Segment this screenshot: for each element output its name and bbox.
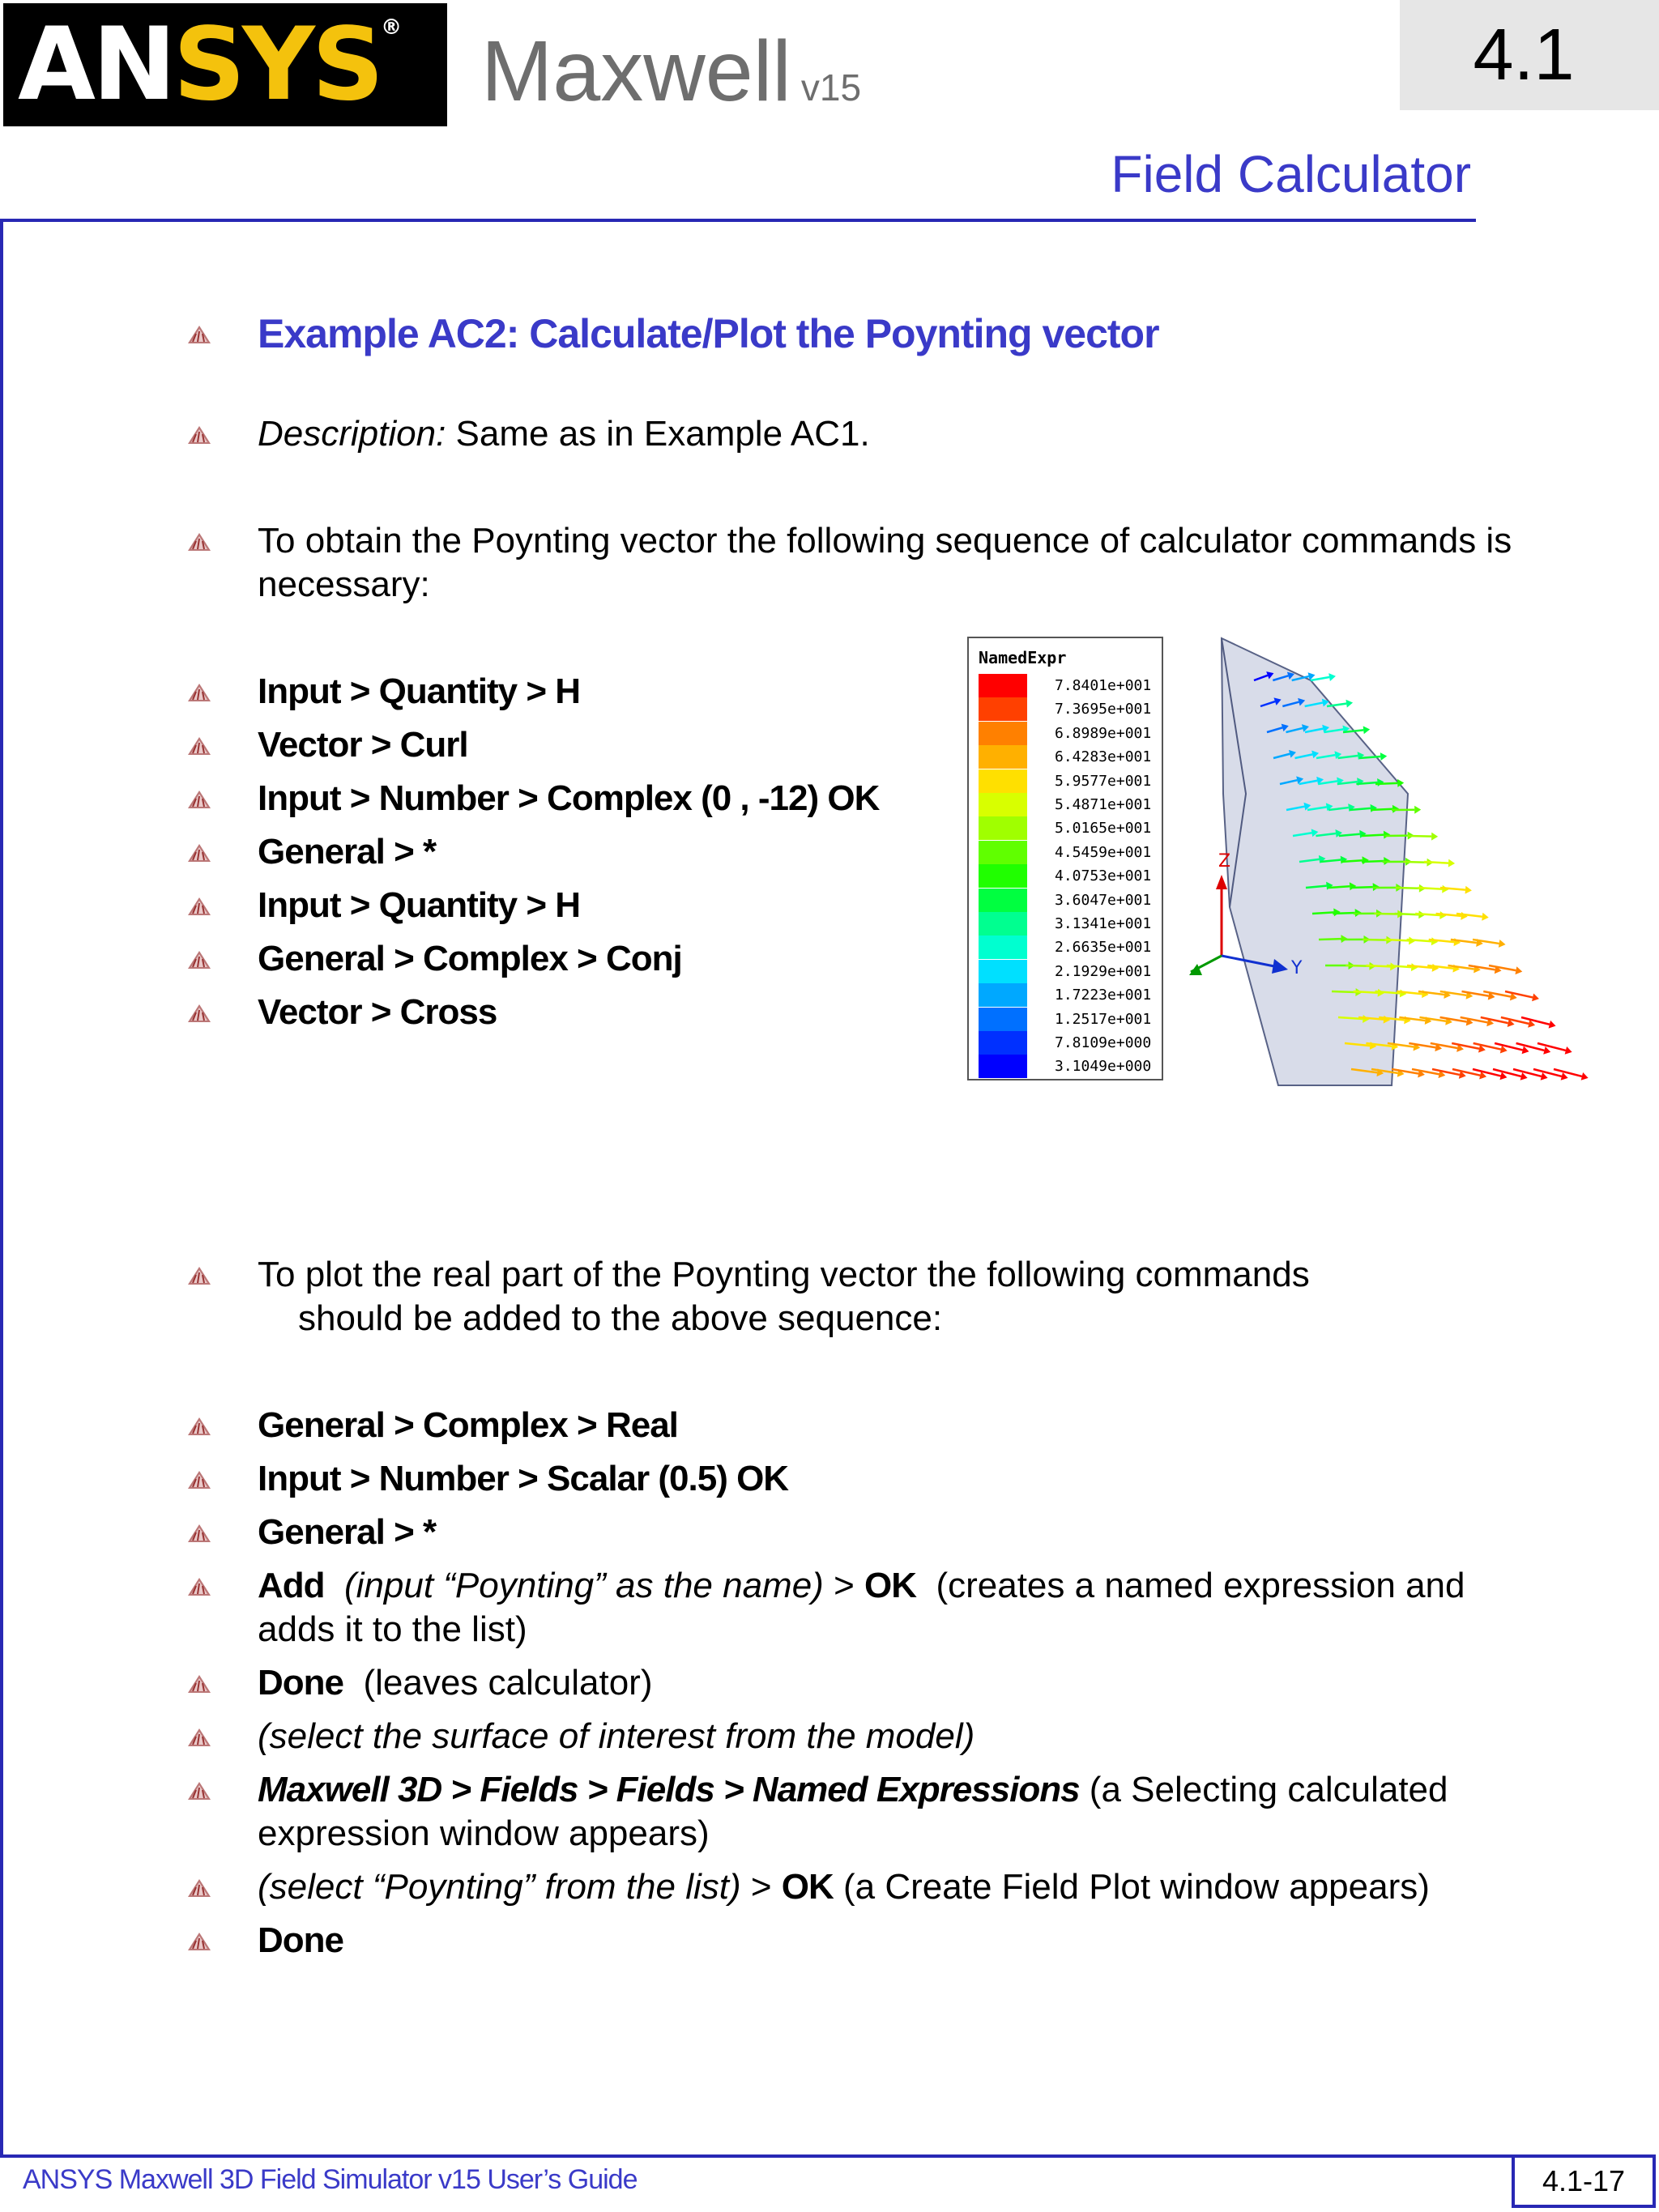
legend-row [979, 983, 1158, 1007]
legend-value: 5.0165e+001 [1055, 820, 1152, 837]
legend-row [979, 960, 1158, 983]
vector-arrow [1354, 991, 1378, 993]
vector-arrow [1312, 912, 1334, 914]
page-number: 4.1-17 [1512, 2154, 1656, 2208]
legend-swatch [979, 674, 1027, 697]
legend-swatch [979, 722, 1027, 745]
bullet-icon [188, 735, 212, 757]
command-step: Vector > Cross [258, 992, 497, 1032]
legend-row [979, 674, 1158, 697]
vector-arrowhead [1414, 806, 1421, 814]
legend-title: NamedExpr [979, 648, 1067, 667]
bullet-icon [188, 896, 212, 917]
description: Description: Same as in Example AC1. [258, 414, 870, 454]
bullet-icon [188, 1523, 212, 1544]
command-step: General > * [258, 1512, 437, 1552]
vector-arrow [1424, 862, 1448, 863]
header-divider [0, 219, 1476, 222]
legend-swatch [979, 1031, 1027, 1055]
legend-row [979, 912, 1158, 936]
legend-value: 4.0753e+001 [1055, 867, 1152, 885]
legend-value: 3.6047e+001 [1055, 891, 1152, 909]
bullet-icon [188, 424, 212, 445]
vector-arrowhead [1520, 1072, 1528, 1080]
command-step: Input > Number > Scalar (0.5) OK [258, 1459, 789, 1498]
legend-value: 7.8401e+001 [1055, 677, 1152, 694]
command-step: General > * [258, 832, 437, 872]
bullet-icon [188, 682, 212, 703]
legend-value: 3.1341e+001 [1055, 915, 1152, 932]
legend-value: 2.6635e+001 [1055, 939, 1152, 957]
vector-arrowhead [1565, 1046, 1572, 1055]
vector-arrowhead [1499, 940, 1506, 948]
bullet-icon [188, 1877, 212, 1899]
bullet-icon [188, 1673, 212, 1694]
legend-swatch [979, 1055, 1027, 1078]
legend-value: 4.5459e+001 [1055, 843, 1152, 861]
axis-z-label: Z [1218, 851, 1231, 872]
legend-row [979, 697, 1158, 721]
legend-row [979, 864, 1158, 888]
legend-row [979, 1055, 1158, 1078]
intro-text-2: To plot the real part of the Poynting vector the following commands [258, 1255, 1310, 1294]
legend-swatch [979, 816, 1027, 840]
vector-arrowhead [1581, 1072, 1589, 1080]
intro-text-1: To obtain the Poynting vector the following sequence of calculator commands is [258, 521, 1512, 560]
product-version: v15 [800, 66, 862, 109]
vector-arrow [1371, 809, 1392, 810]
legend-swatch [979, 912, 1027, 936]
vector-arrow [1350, 887, 1372, 888]
legend-row [979, 769, 1158, 793]
legend-value: 1.7223e+001 [1055, 987, 1152, 1004]
axis-y-label: Y [1291, 958, 1303, 978]
bullet-icon [188, 1780, 212, 1801]
legend-row [979, 1031, 1158, 1055]
legend-swatch [979, 745, 1027, 769]
vector-arrowhead [1561, 1072, 1568, 1080]
command-step: General > Complex > Real [258, 1405, 678, 1445]
command-step-select-poynting: (select “Poynting” from the list) > OK (a Create Field Plot window appears) [258, 1867, 1430, 1907]
vector-arrow [1333, 913, 1354, 914]
legend-row [979, 793, 1158, 816]
vector-arrow [1328, 886, 1350, 888]
legend-row [979, 1008, 1158, 1031]
command-step-final-done: Done [258, 1920, 343, 1960]
legend-row [979, 889, 1158, 912]
bullet-icon [188, 1003, 212, 1024]
command-step-named-expressions-cont: expression window appears) [258, 1813, 710, 1853]
vector-arrow [1332, 991, 1356, 992]
left-border [0, 220, 3, 2156]
bullet-icon [188, 949, 212, 970]
vector-arrow [1319, 939, 1341, 940]
vector-arrowhead [1400, 989, 1406, 997]
intro-text-2-cont: should be added to the above sequence: [298, 1298, 943, 1338]
legend-row [979, 936, 1158, 959]
legend-swatch [979, 936, 1027, 959]
bullet-icon [188, 1265, 212, 1286]
bullet-icon [188, 1727, 212, 1748]
vector-arrowhead [1465, 886, 1472, 894]
command-step: Vector > Curl [258, 725, 468, 765]
vector-arrowhead [1461, 912, 1467, 920]
vector-arrow [1341, 860, 1362, 862]
legend-swatch [979, 864, 1027, 888]
vector-arrow [1311, 677, 1329, 680]
command-step: Input > Number > Complex (0 , -12) OK [258, 778, 880, 818]
vector-arrowhead [1448, 859, 1455, 867]
bullet-icon [188, 1469, 212, 1490]
vector-arrowhead [1432, 964, 1439, 972]
vector-arrow [1375, 783, 1397, 784]
vector-arrowhead [1346, 700, 1353, 708]
legend-value: 5.9577e+001 [1055, 772, 1152, 790]
vector-arrowhead [1532, 994, 1539, 1002]
product-name: Maxwell v15 [481, 23, 862, 119]
legend-swatch [979, 1008, 1027, 1031]
vector-arrowhead [1541, 1072, 1548, 1080]
legend-swatch [979, 841, 1027, 864]
legend-swatch [979, 769, 1027, 793]
legend-value: 1.2517e+001 [1055, 1010, 1152, 1028]
vector-arrowhead [1515, 966, 1522, 974]
legend-value: 2.1929e+001 [1055, 962, 1152, 980]
legend-row [979, 841, 1158, 864]
bullet-icon [188, 1931, 212, 1952]
legend-value: 7.3695e+001 [1055, 701, 1152, 718]
vector-arrow [1403, 862, 1427, 863]
vector-arrow [1396, 888, 1419, 889]
vector-arrowhead [1328, 673, 1336, 681]
example-heading: Example AC2: Calculate/Plot the Poynting vector [258, 311, 1159, 356]
vector-arrow [1408, 836, 1431, 837]
command-step-add-cont: adds it to the list) [258, 1609, 527, 1649]
bullet-icon [188, 324, 212, 345]
vector-arrow [1346, 965, 1369, 966]
section-number: 4.1 [1400, 0, 1659, 110]
intro-text-1-cont: necessary: [258, 565, 430, 604]
legend-value: 6.8989e+001 [1055, 724, 1152, 742]
vector-arrowhead [1431, 833, 1438, 841]
command-step-add: Add (input “Poynting” as the name) > OK (creates a named expression and [258, 1566, 1465, 1605]
command-step: General > Complex > Conj [258, 939, 682, 978]
legend-value: 5.4871e+001 [1055, 796, 1152, 813]
legend-value: 3.1049e+000 [1055, 1058, 1152, 1076]
legend-row [979, 816, 1158, 840]
ansys-logo: ANSYS® [3, 3, 447, 126]
vector-arrowhead [1482, 913, 1489, 921]
vector-arrowhead [1549, 1021, 1556, 1029]
command-step-named-expressions: Maxwell 3D > Fields > Fields > Named Expressions (a Selecting calculated [258, 1770, 1448, 1809]
vector-arrowhead [1380, 752, 1387, 761]
legend-swatch [979, 793, 1027, 816]
footer-divider [0, 2154, 1512, 2158]
legend-swatch [979, 697, 1027, 721]
bullet-icon [188, 842, 212, 863]
vector-arrow [1418, 888, 1442, 889]
vector-arrow [1362, 835, 1384, 836]
color-legend [967, 637, 1163, 1080]
legend-swatch [979, 983, 1027, 1007]
legend-value: 7.8109e+000 [1055, 1034, 1152, 1051]
poynting-field-plot [1173, 632, 1610, 1118]
section-title: Field Calculator [1111, 145, 1471, 203]
bullet-icon [188, 1576, 212, 1597]
command-step: Input > Quantity > H [258, 671, 581, 711]
command-step: Input > Quantity > H [258, 885, 581, 925]
legend-value: 6.4283e+001 [1055, 748, 1152, 766]
legend-row [979, 745, 1158, 769]
bullet-icon [188, 789, 212, 810]
command-step-done: Done (leaves calculator) [258, 1663, 653, 1703]
vector-arrowhead [1543, 1046, 1550, 1055]
legend-swatch [979, 889, 1027, 912]
footer-guide-title: ANSYS Maxwell 3D Field Simulator v15 User’s Guide [23, 2164, 638, 2195]
bullet-icon [188, 531, 212, 552]
command-step-select-surface: (select the surface of interest from the model) [258, 1716, 975, 1756]
vector-arrowhead [1363, 726, 1370, 734]
legend-row [979, 722, 1158, 745]
legend-swatch [979, 960, 1027, 983]
bullet-icon [188, 1416, 212, 1437]
vector-arrow [1362, 861, 1384, 862]
